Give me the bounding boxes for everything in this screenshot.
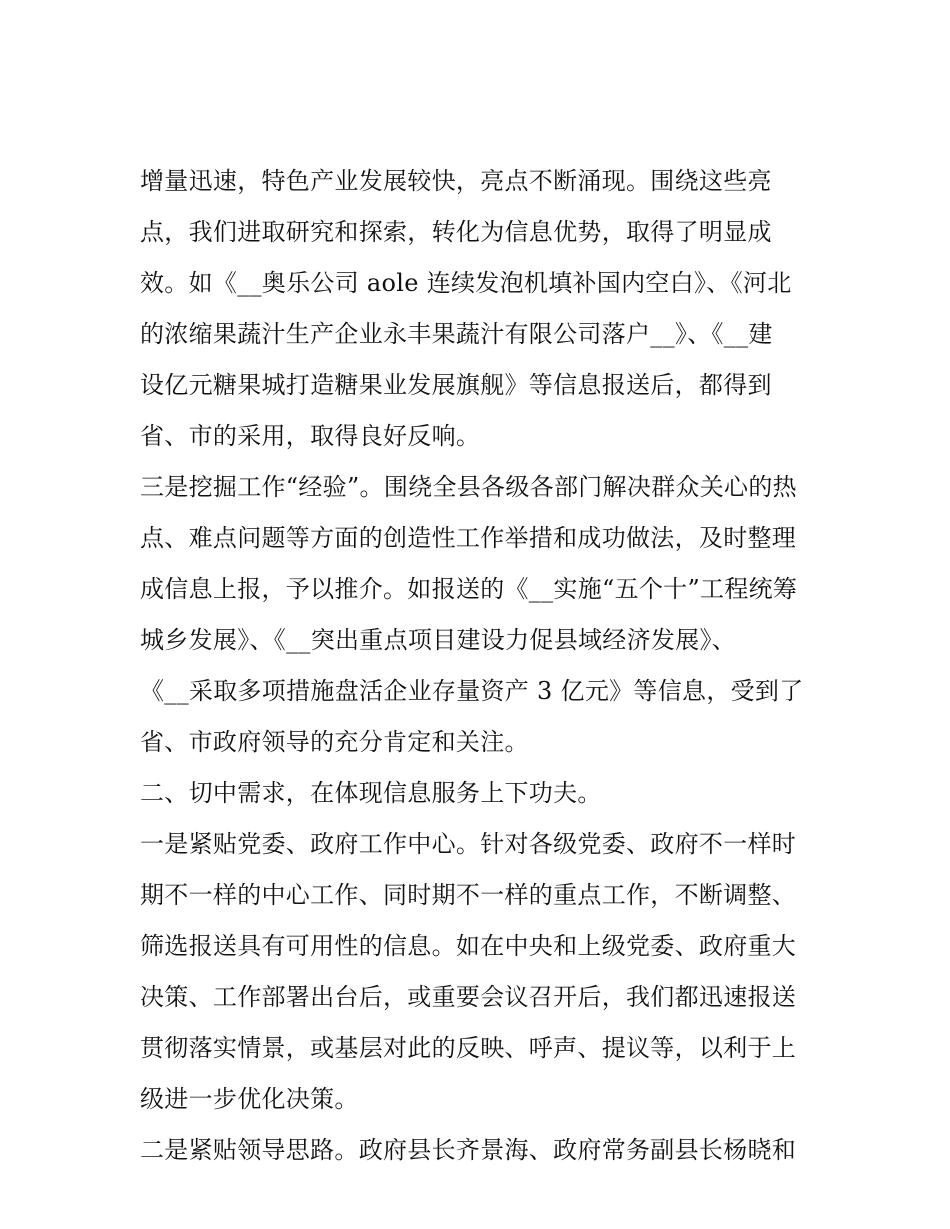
document-body [140, 156, 820, 1176]
text-line: 期不一样的中心工作、同时期不一样的重点工作，不断调整、 [140, 881, 797, 909]
text-line: 三是挖掘工作“经验”。围绕全县各级各部门解决群众关心的热 [140, 473, 797, 501]
text-line: 省、市政府领导的充分肯定和关注。 [140, 728, 529, 756]
text-line: 筛选报送具有可用性的信息。如在中央和上级党委、政府重大 [140, 932, 797, 960]
text-line: 效。如《__奥乐公司 aole 连续发泡机填补国内空白》、《河北 [140, 269, 792, 297]
text-line: 设亿元糖果城打造糖果业发展旗舰》等信息报送后，都得到 [140, 371, 772, 399]
text-line: 城乡发展》、《__突出重点项目建设力促县域经济发展》、 [140, 626, 737, 654]
text-line: 省、市的采用，取得良好反响。 [140, 422, 481, 450]
text-line: 点、难点问题等方面的创造性工作举措和成功做法，及时整理 [140, 524, 797, 552]
text-line: 《__采取多项措施盘活企业存量资产 3 亿元》等信息，受到了 [140, 677, 804, 705]
text-line: 的浓缩果蔬汁生产企业永丰果蔬汁有限公司落户__》、《__建 [140, 320, 773, 348]
text-line: 贯彻落实情景，或基层对此的反映、呼声、提议等，以利于上 [140, 1034, 797, 1062]
text-line: 成信息上报，予以推介。如报送的《__实施“五个十”工程统筹 [140, 575, 798, 603]
section-heading: 二、切中需求，在体现信息服务上下功夫。 [140, 779, 602, 807]
text-line: 一是紧贴党委、政府工作中心。针对各级党委、政府不一样时 [140, 830, 797, 858]
text-line: 二是紧贴领导思路。政府县长齐景海、政府常务副县长杨晓和 [140, 1136, 797, 1164]
text-line: 决策、工作部署出台后，或重要会议召开后，我们都迅速报送 [140, 983, 797, 1011]
text-line: 点，我们进取研究和探索，转化为信息优势，取得了明显成 [140, 218, 772, 246]
text-line: 级进一步优化决策。 [140, 1085, 359, 1113]
text-line: 增量迅速，特色产业发展较快，亮点不断涌现。围绕这些亮 [140, 167, 772, 195]
